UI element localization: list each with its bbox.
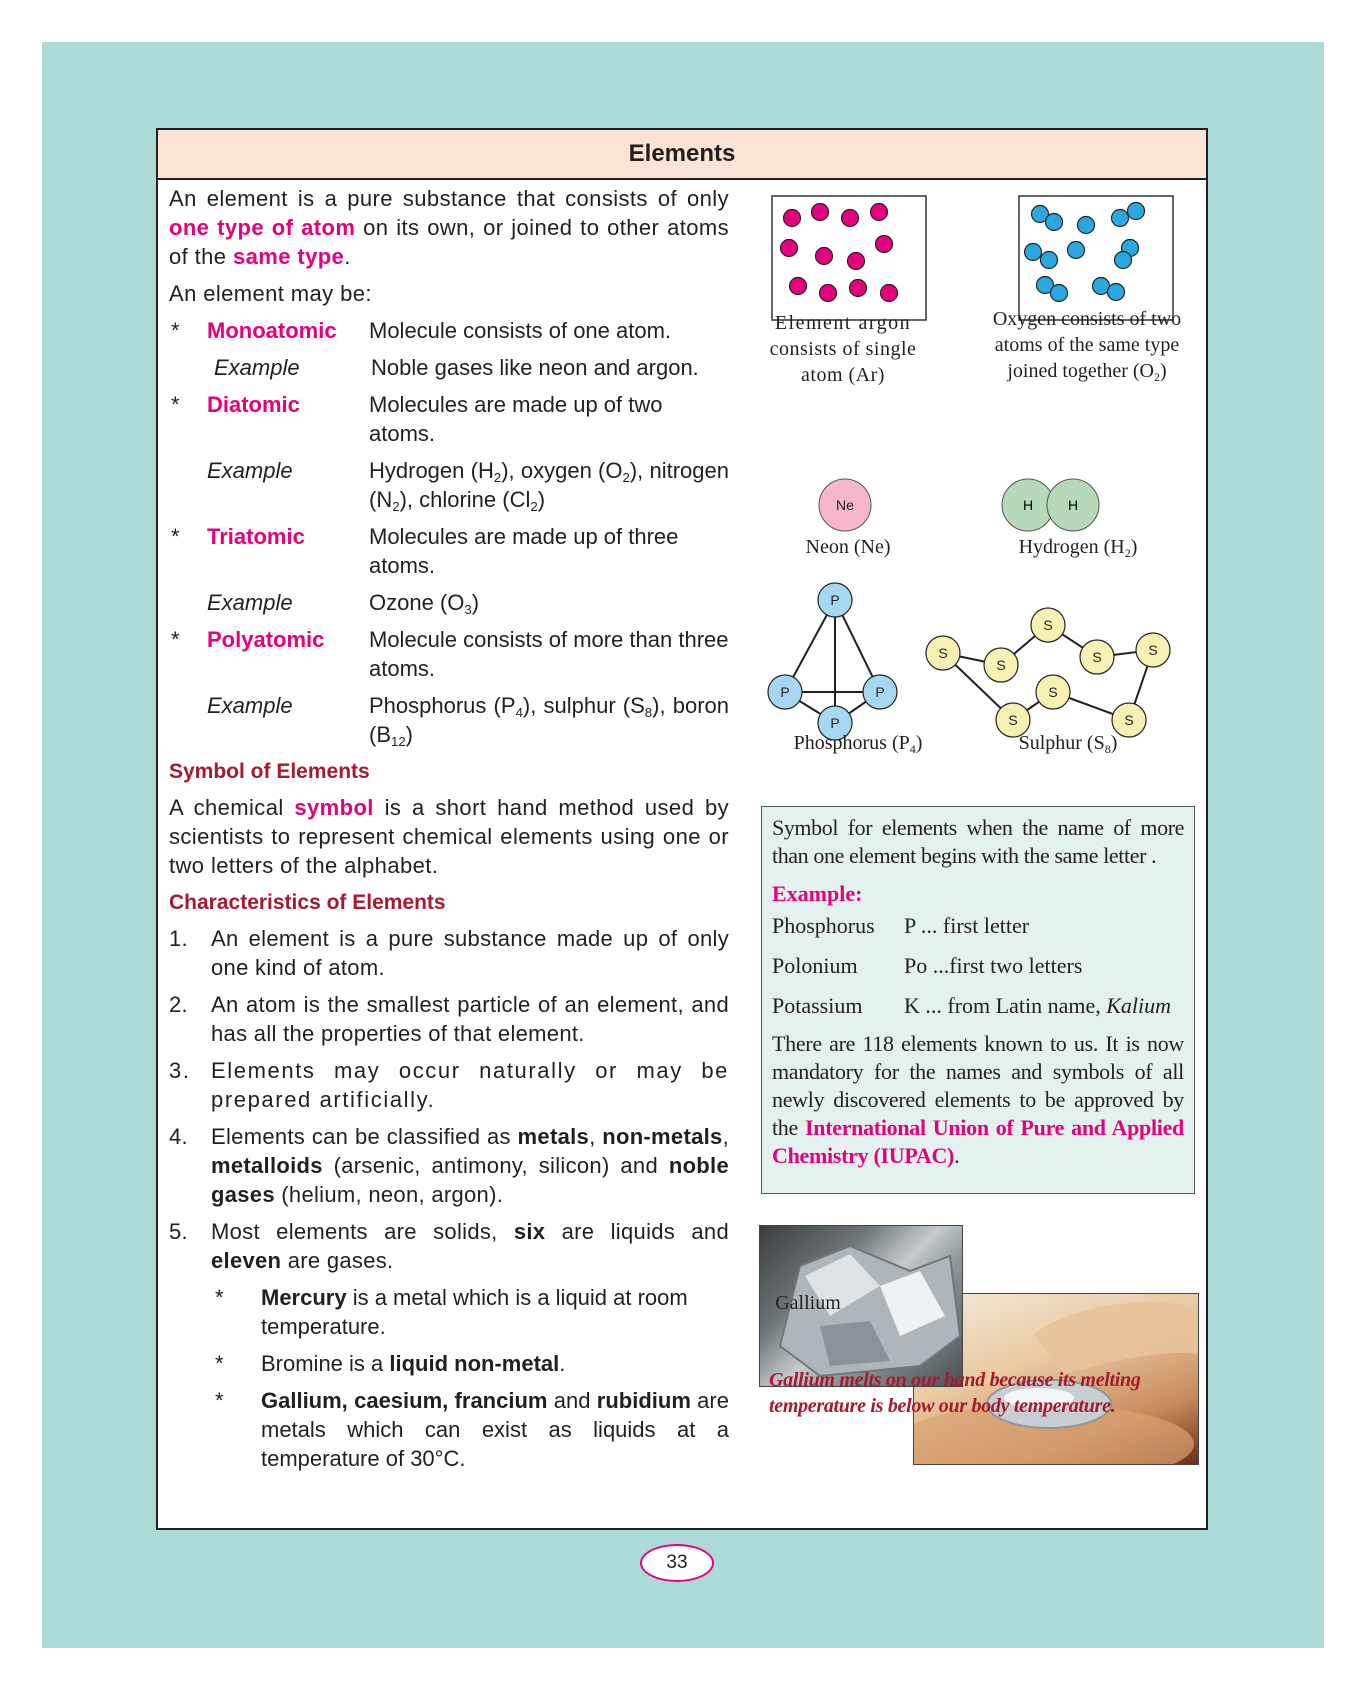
oxygen-atom xyxy=(1068,242,1085,259)
example-label: Example xyxy=(214,355,300,380)
phosphorus-bonds xyxy=(785,600,880,723)
atom-label: S xyxy=(938,645,948,661)
list-text: (arsenic, antimony, silicon) and xyxy=(322,1153,669,1178)
type-example xyxy=(169,691,729,749)
list-text: (helium, neon, argon). xyxy=(274,1182,504,1207)
list-bold: noble gases xyxy=(211,1153,729,1207)
oxygen-atom xyxy=(1128,203,1145,220)
atom-label: S xyxy=(1048,684,1058,700)
atom-label: P xyxy=(830,715,840,731)
list-text: are metals which can exist as liquids at a temperature of 30°C. xyxy=(261,1388,729,1471)
intro-paragraph xyxy=(169,184,729,271)
atom-label: P xyxy=(780,684,790,700)
list-text: Elements can be classified as xyxy=(211,1124,518,1149)
bullet-star: * xyxy=(215,1388,224,1413)
argon-atom xyxy=(848,253,865,270)
atom-label: H xyxy=(1022,497,1034,513)
bullet-star: * xyxy=(171,627,180,652)
content-panel xyxy=(156,128,1208,1530)
atom-label: S xyxy=(996,657,1006,673)
example-text: Phosphorus $(P_4)$, sulphur $(S_8)$, boron $(B_{12})$ xyxy=(369,693,729,749)
element-symbol-rule: Po ...first two letters xyxy=(904,953,1083,978)
bullet-star: * xyxy=(215,1351,224,1376)
list-text: . xyxy=(559,1351,566,1376)
list-bold: liquid non-metal xyxy=(389,1351,560,1376)
sub-list-item xyxy=(169,1386,729,1473)
list-bold: metals xyxy=(517,1124,590,1149)
list-text: Bromine is a xyxy=(261,1351,390,1376)
page-number: 33 xyxy=(640,1544,714,1582)
list-number: 3. xyxy=(169,1058,191,1083)
type-term: Monoatomic xyxy=(207,318,337,343)
element-symbol-rule: P ... first letter xyxy=(904,913,1030,938)
type-description: Molecules are made up of three atoms. xyxy=(369,524,679,578)
example-text: Noble gases like neon and argon. xyxy=(371,355,699,380)
sub-list-item xyxy=(169,1283,729,1341)
oxygen-atom xyxy=(1078,217,1095,234)
caption-line: atoms of the same type xyxy=(994,334,1180,356)
atom-label: S xyxy=(1008,712,1018,728)
infobox-example-label: Example: xyxy=(772,881,863,906)
oxygen-atom xyxy=(1115,252,1132,269)
type-polyatomic xyxy=(169,625,729,683)
list-text: Elements may occur naturally or may be prepared artificially. xyxy=(211,1058,729,1112)
example-label: Example xyxy=(207,693,293,718)
atom-label: P xyxy=(830,592,840,608)
caption-line: atom (Ar) xyxy=(801,364,885,386)
intro-text: . xyxy=(344,244,351,269)
type-diatomic xyxy=(169,390,729,448)
intro-may-be: An element may be: xyxy=(169,281,372,306)
characteristics-heading: Characteristics of Elements xyxy=(169,891,446,914)
intro-highlight: same type xyxy=(232,244,345,269)
symbol-text: is a short hand method used by scientists to represent chemical elements using one or two letters of the alphabet. xyxy=(169,795,729,878)
type-example xyxy=(169,353,729,382)
list-bold: Gallium, caesium, francium xyxy=(261,1388,548,1413)
atom-label: S xyxy=(1043,617,1053,633)
list-bold: non-metals xyxy=(602,1124,723,1149)
sub-list-item xyxy=(169,1349,729,1378)
caption-line: joined together $(O_2)$ xyxy=(1007,360,1167,384)
phosphorus-caption: Phosphorus $(P_4)$ xyxy=(793,732,923,756)
atom-label: S xyxy=(1148,642,1158,658)
element-name: Phosphorus xyxy=(772,913,875,938)
infobox-text: There are 118 elements known to us. It is now mandatory for the names and symbols of all newly discovered elements to be approved by the xyxy=(772,1031,1184,1140)
list-bold: metalloids xyxy=(211,1153,323,1178)
oxygen-atom xyxy=(1108,284,1125,301)
infobox-text: . xyxy=(954,1143,960,1168)
oxygen-atom xyxy=(1025,244,1042,261)
hydrogen-caption: Hydrogen $(H_2)$ xyxy=(1018,536,1138,560)
gallium-caption: Gallium melts on our hand because its melting temperature is below our body temperature. xyxy=(769,1369,1141,1417)
infobox-row xyxy=(772,906,1184,946)
list-text: , xyxy=(589,1124,603,1149)
infobox-row xyxy=(772,986,1184,1026)
list-bold: six xyxy=(513,1219,546,1244)
type-monoatomic xyxy=(169,316,729,345)
example-label: Example xyxy=(207,590,293,615)
caption-line: consists of single xyxy=(769,338,917,360)
list-number: 1. xyxy=(169,926,188,951)
intro-highlight: one type of atom xyxy=(169,215,356,240)
atom-label: Ne xyxy=(836,497,854,513)
caption-line: Oxygen consists of two xyxy=(992,308,1182,330)
oxygen-caption xyxy=(975,306,1199,384)
list-bold: Mercury xyxy=(261,1285,347,1310)
symbol-paragraph xyxy=(169,793,729,880)
argon-atom xyxy=(876,236,893,253)
oxygen-atom xyxy=(1051,285,1068,302)
argon-atom xyxy=(842,210,859,227)
type-term: Diatomic xyxy=(207,392,300,417)
list-text: are liquids and xyxy=(545,1219,729,1244)
example-text: Ozone $(O_3)$ xyxy=(369,590,480,617)
gallium-label: Gallium xyxy=(775,1292,841,1314)
atom-label: P xyxy=(875,684,885,700)
oxygen-atom xyxy=(1112,210,1129,227)
element-name: Potassium xyxy=(772,993,863,1018)
symbol-info-box xyxy=(761,806,1195,1194)
infobox-paragraph xyxy=(772,1030,1184,1170)
atom-label: S xyxy=(1092,649,1102,665)
type-description: Molecule consists of one atom. xyxy=(369,318,672,343)
type-triatomic xyxy=(169,522,729,580)
intro-text: An element is a pure substance that consists of only xyxy=(169,186,729,211)
infobox-intro: Symbol for elements when the name of more than one element begins with the same letter . xyxy=(772,815,1184,868)
argon-caption xyxy=(723,310,963,388)
type-example xyxy=(169,588,729,617)
list-number: 2. xyxy=(169,992,188,1017)
oxygen-atom xyxy=(1046,214,1063,231)
symbol-heading: Symbol of Elements xyxy=(169,760,370,783)
molecule-diagrams xyxy=(758,190,1198,790)
argon-atom xyxy=(881,285,898,302)
argon-atom xyxy=(784,210,801,227)
list-item xyxy=(169,924,729,982)
symbol-text: A chemical xyxy=(169,795,295,820)
iupac-highlight: International Union of Pure and Applied Chemistry (IUPAC) xyxy=(772,1115,1184,1168)
list-text: Most elements are solids, xyxy=(211,1219,514,1244)
argon-atom xyxy=(850,280,867,297)
list-number: 4. xyxy=(169,1124,188,1149)
atom-label: H xyxy=(1067,497,1079,513)
caption-line: Element argon xyxy=(774,312,912,334)
list-text: An atom is the smallest particle of an element, and has all the properties of that element. xyxy=(211,992,729,1046)
type-term: Polyatomic xyxy=(207,627,325,652)
phosphorus-atoms xyxy=(768,583,897,740)
list-bold: rubidium xyxy=(596,1388,691,1413)
example-text: Hydrogen $(H_2)$, oxygen $(O_2)$, nitrogen $(N_2)$, chlorine $(Cl_2)$ xyxy=(369,458,730,514)
bullet-star: * xyxy=(215,1285,224,1310)
argon-atom xyxy=(790,278,807,295)
argon-atom xyxy=(871,204,888,221)
example-label: Example xyxy=(207,458,293,483)
list-item xyxy=(169,990,729,1048)
list-text: An element is a pure substance made up of only one kind of atom. xyxy=(211,926,729,980)
type-description: Molecules are made up of two atoms. xyxy=(369,392,663,446)
type-term: Triatomic xyxy=(207,524,305,549)
page-title: Elements xyxy=(158,130,1206,180)
list-text: is a metal which is a liquid at room temperature. xyxy=(261,1285,688,1339)
left-column xyxy=(169,182,729,1473)
oxygen-atom xyxy=(1041,252,1058,269)
list-item xyxy=(169,1056,729,1114)
intro-text: on its own, or joined to other atoms of the xyxy=(169,215,729,269)
argon-atom xyxy=(781,240,798,257)
atom-label: S xyxy=(1124,712,1134,728)
latin-name: Kalium xyxy=(1106,993,1172,1018)
list-text: are gases. xyxy=(281,1248,394,1273)
element-name: Polonium xyxy=(772,953,858,978)
element-symbol-rule: K ... from Latin name, xyxy=(904,993,1107,1018)
bullet-star: * xyxy=(171,392,180,417)
neon-caption: Neon (Ne) xyxy=(805,536,891,558)
list-item xyxy=(169,1122,729,1209)
argon-atom xyxy=(812,204,829,221)
list-number: 5. xyxy=(169,1219,188,1244)
argon-atom xyxy=(820,285,837,302)
argon-atom xyxy=(816,248,833,265)
list-bold: eleven xyxy=(211,1248,282,1273)
list-text: , xyxy=(722,1124,729,1149)
symbol-highlight: symbol xyxy=(294,795,374,820)
bullet-star: * xyxy=(171,524,180,549)
bullet-star: * xyxy=(171,318,180,343)
type-description: Molecule consists of more than three atoms. xyxy=(369,627,729,681)
list-item xyxy=(169,1217,729,1275)
infobox-row xyxy=(772,946,1184,986)
list-text: and xyxy=(547,1388,597,1413)
type-example xyxy=(169,456,729,514)
sulphur-caption: Sulphur $(S_8)$ xyxy=(1018,732,1118,756)
